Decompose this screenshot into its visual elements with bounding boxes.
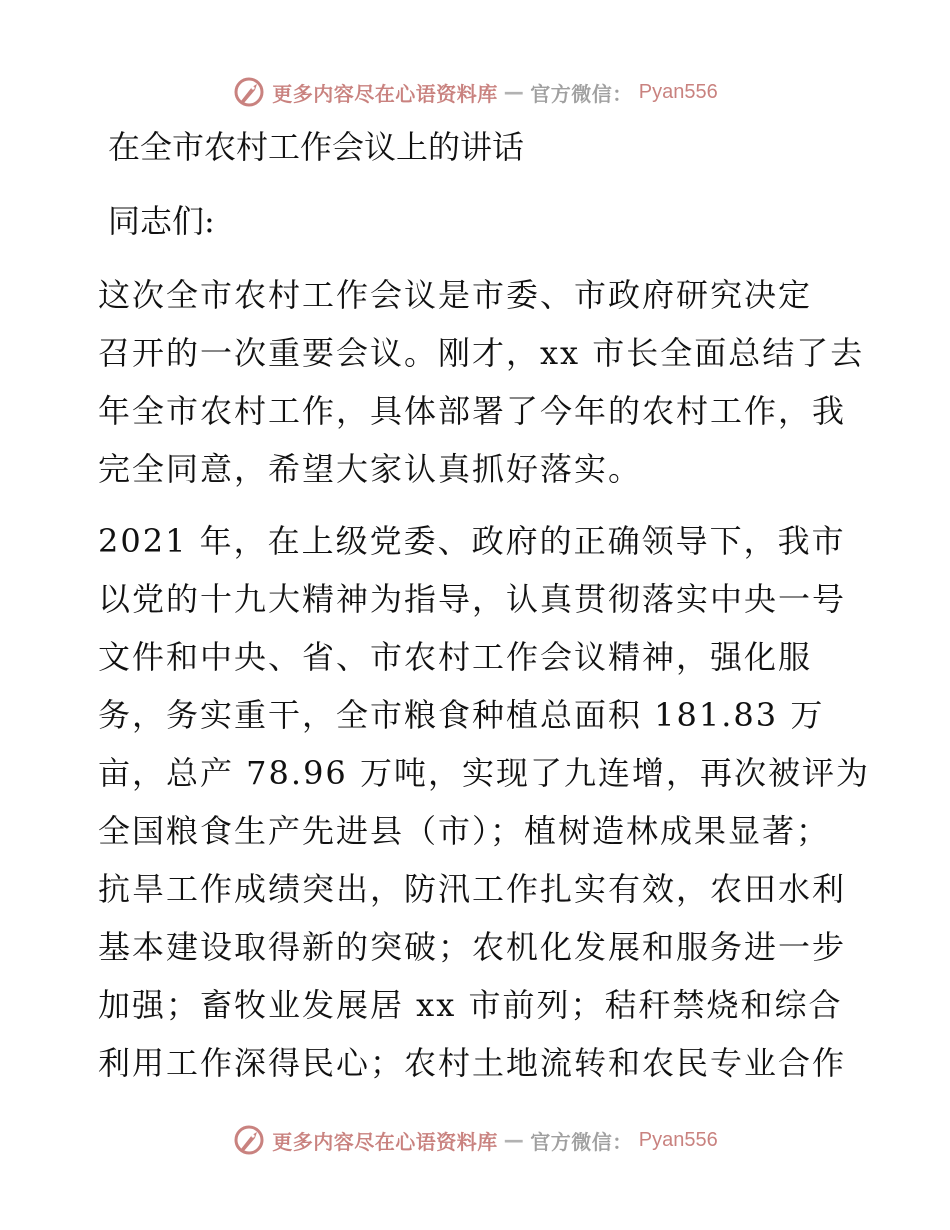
watermark-main-text: 更多内容尽在心语资料库 [272,81,498,106]
pen-nib-logo-icon [232,75,266,109]
watermark-wechat-id: Pyan556 [638,1128,718,1151]
paragraph-line: 基本建设取得新的突破；农机化发展和服务进一步 [98,928,847,966]
paragraph-line: 全国粮食生产先进县（市）；植树造林成果显著； [98,812,831,850]
document-title: 在全市农村工作会议上的讲话 [108,128,525,166]
paragraph-line: 完全同意，希望大家认真抓好落实。 [98,450,643,488]
paragraph-line: 利用工作深得民心；农村土地流转和农民专业合作 [98,1044,847,1082]
paragraph-line: 2021 年，在上级党委、政府的正确领导下，我市 [98,522,846,560]
header-watermark [0,72,950,112]
paragraph-line: 以党的十九大精神为指导，认真贯彻落实中央一号 [98,580,847,618]
watermark-official-label: 官方微信： [530,1129,633,1154]
paragraph-line: 抗旱工作成绩突出，防汛工作扎实有效，农田水利 [98,870,847,908]
watermark-official-label: 官方微信： [530,81,633,106]
paragraph-2 [98,512,870,1092]
salutation: 同志们: [108,202,215,240]
paragraph-line: 加强；畜牧业发展居 xx 市前列；秸秆禁烧和综合 [98,986,843,1024]
paragraph-line: 这次全市农村工作会议是市委、市政府研究决定 [98,276,813,314]
paragraph-line: 亩，总产 78.96 万吨，实现了九连增，再次被评为 [98,754,870,792]
paragraph-line: 年全市农村工作，具体部署了今年的农村工作，我 [98,392,847,430]
watermark-main-text: 更多内容尽在心语资料库 [272,1129,498,1154]
pen-nib-logo-icon [232,1123,266,1157]
paragraph-1 [98,266,865,498]
paragraph-line: 务，务实重干，全市粮食种植总面积 181.83 万 [98,696,825,734]
footer-watermark [0,1120,950,1160]
watermark-wechat-id: Pyan556 [638,80,718,103]
paragraph-line: 召开的一次重要会议。刚才，xx 市长全面总结了去 [98,334,865,372]
paragraph-line: 文件和中央、省、市农村工作会议精神，强化服 [98,638,813,676]
watermark-separator: — [503,1128,525,1152]
watermark-separator: — [503,80,525,104]
